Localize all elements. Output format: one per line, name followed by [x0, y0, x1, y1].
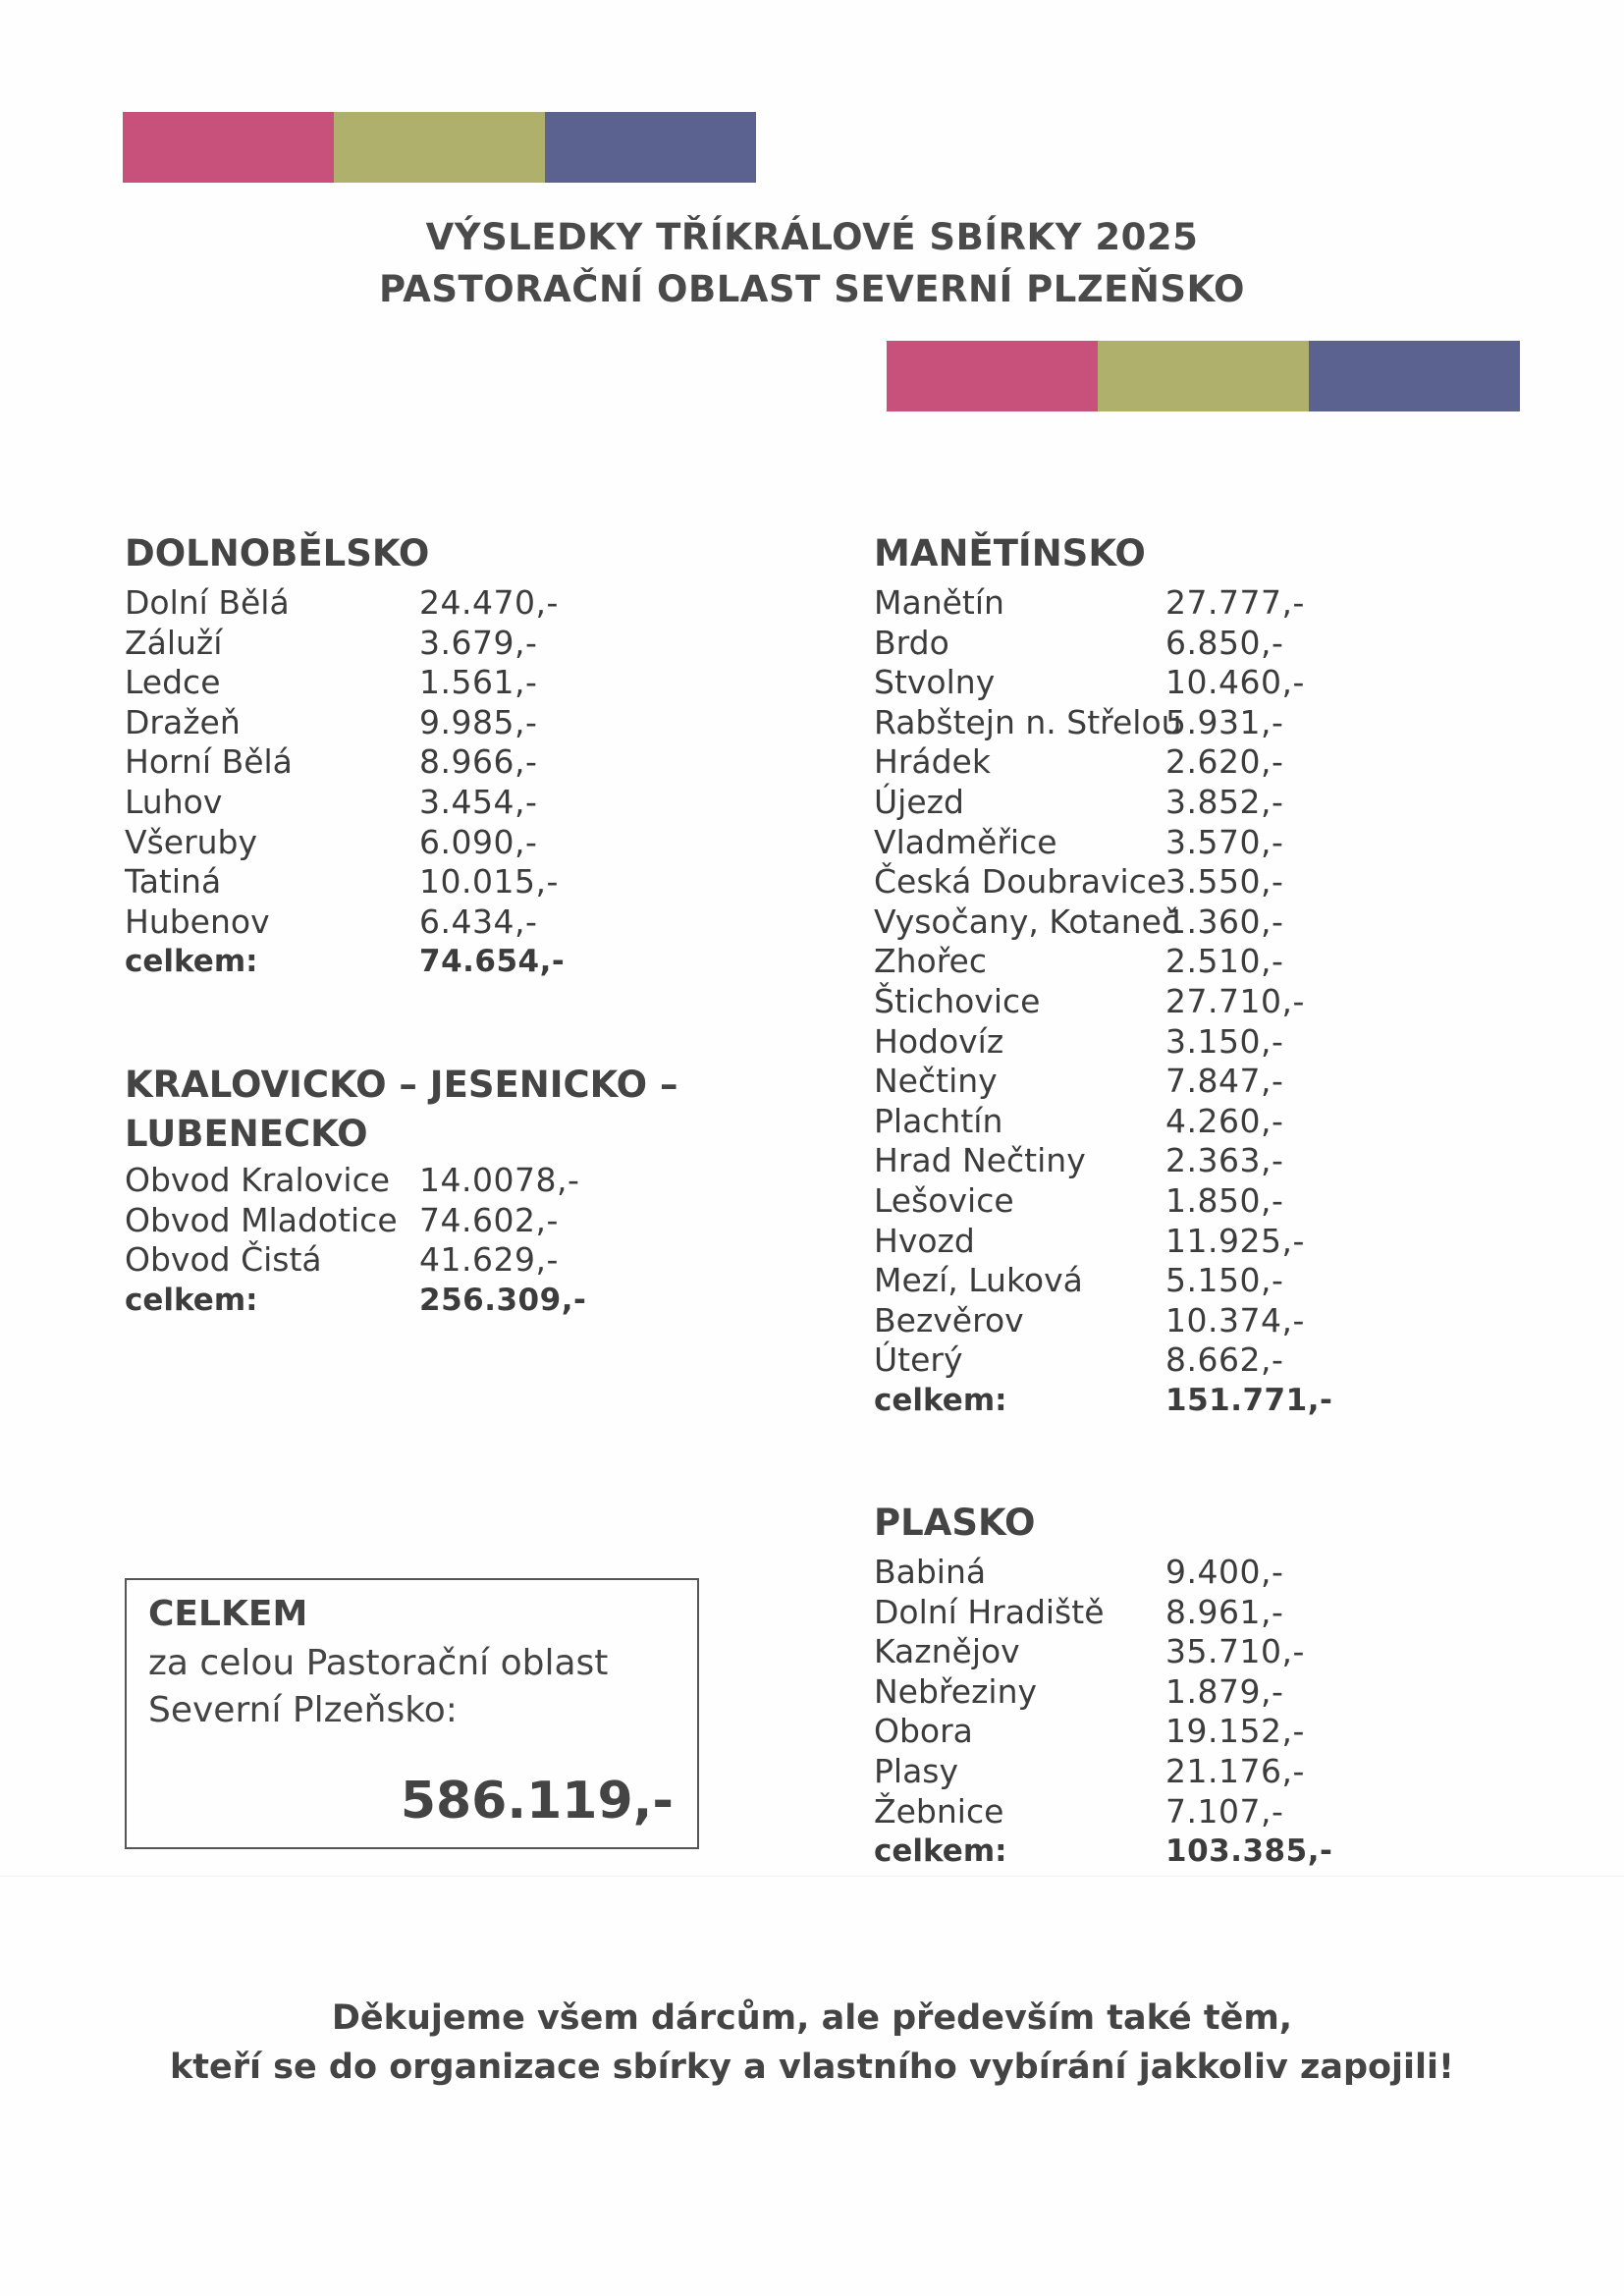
results-list — [125, 583, 565, 942]
result-row — [874, 1022, 1332, 1063]
result-row — [125, 742, 565, 783]
collected-amount: 24.470,- — [419, 583, 559, 622]
collected-amount: 35.710,- — [1165, 1632, 1305, 1671]
section-plasko — [874, 1498, 1332, 1872]
parish-name: Všeruby — [125, 822, 258, 861]
parish-name: Žebnice — [874, 1791, 1004, 1831]
result-row — [874, 742, 1332, 783]
result-row — [874, 982, 1332, 1022]
result-row — [874, 624, 1332, 664]
collected-amount: 2.620,- — [1165, 742, 1284, 782]
result-row — [874, 902, 1332, 943]
collected-amount: 1.879,- — [1165, 1671, 1284, 1711]
parish-name: Hrad Nečtiny — [874, 1141, 1086, 1180]
section-heading-line2: LUBENECKO — [125, 1113, 368, 1155]
parish-name: Tatiná — [125, 862, 222, 902]
result-row — [125, 1240, 678, 1281]
results-list — [874, 583, 1332, 1381]
collected-amount: 7.107,- — [1165, 1791, 1284, 1831]
collected-amount: 5.150,- — [1165, 1261, 1284, 1300]
result-row — [125, 862, 565, 902]
parish-name: Záluží — [125, 623, 223, 662]
section-heading — [125, 1061, 678, 1159]
collected-amount: 3.852,- — [1165, 782, 1284, 821]
decorative-color-bar-right — [887, 341, 1520, 411]
result-row — [874, 823, 1332, 863]
parish-name: Manětín — [874, 583, 1004, 622]
total-label: celkem: — [125, 1282, 258, 1318]
result-row — [874, 1632, 1332, 1672]
parish-name: Babiná — [874, 1553, 987, 1591]
collected-amount: 10.374,- — [1165, 1300, 1305, 1339]
collected-amount: 1.561,- — [419, 663, 538, 702]
parish-name: Dražeň — [125, 702, 241, 741]
result-row — [874, 703, 1332, 743]
parish-name: Obvod Mladotice — [125, 1200, 398, 1239]
section-total-row — [874, 1831, 1332, 1872]
result-row — [874, 1222, 1332, 1262]
divider — [0, 1876, 1624, 1877]
result-row — [874, 783, 1332, 823]
collected-amount: 11.925,- — [1165, 1221, 1305, 1260]
total-label: celkem: — [874, 1833, 1007, 1870]
result-row — [125, 902, 565, 943]
collected-amount: 5.931,- — [1165, 702, 1284, 741]
collected-amount: 6.850,- — [1165, 623, 1284, 662]
collected-amount: 10.015,- — [419, 862, 559, 902]
result-row — [874, 942, 1332, 982]
parish-name: Újezd — [874, 782, 964, 821]
result-row — [874, 1062, 1332, 1102]
bar-segment-pink — [123, 112, 334, 183]
collected-amount: 74.602,- — [419, 1200, 559, 1239]
collected-amount: 21.176,- — [1165, 1751, 1305, 1790]
result-row — [874, 1553, 1332, 1593]
result-row — [125, 583, 565, 624]
collected-amount: 9.400,- — [1165, 1553, 1284, 1591]
thanks-line1: Děkujeme všem dárcům, ale především také těm, — [331, 1998, 1293, 2038]
grand-total-description-line1: za celou Pastorační oblast — [148, 1643, 609, 1683]
parish-name: Bezvěrov — [874, 1300, 1024, 1339]
parish-name: Kaznějov — [874, 1632, 1020, 1671]
collected-amount: 14.0078,- — [419, 1161, 580, 1199]
parish-name: Horní Bělá — [125, 742, 293, 782]
parish-name: Česká Doubravice — [874, 862, 1167, 902]
collected-amount: 1.360,- — [1165, 902, 1284, 941]
bar-segment-blue — [1309, 341, 1520, 411]
collected-amount: 6.090,- — [419, 822, 538, 861]
result-row — [874, 1712, 1332, 1752]
result-row — [874, 1301, 1332, 1341]
parish-name: Obvod Čistá — [125, 1240, 322, 1280]
result-row — [125, 823, 565, 863]
bar-segment-olive — [334, 112, 545, 183]
parish-name: Plachtín — [874, 1101, 1003, 1140]
results-list — [874, 1553, 1332, 1831]
result-row — [874, 862, 1332, 902]
total-label: celkem: — [125, 944, 258, 980]
parish-name: Dolní Bělá — [125, 583, 290, 622]
section-dolnobelsko — [125, 528, 565, 982]
collected-amount: 8.662,- — [1165, 1340, 1284, 1380]
parish-name: Nebřeziny — [874, 1671, 1038, 1711]
collected-amount: 8.966,- — [419, 742, 538, 782]
result-row — [874, 1593, 1332, 1633]
collected-amount: 41.629,- — [419, 1240, 559, 1280]
decorative-color-bar-top — [123, 112, 756, 183]
parish-name: Úterý — [874, 1340, 963, 1380]
section-total-row — [874, 1381, 1332, 1421]
total-value: 74.654,- — [419, 944, 566, 980]
parish-name: Obvod Kralovice — [125, 1161, 391, 1199]
collected-amount: 10.460,- — [1165, 663, 1305, 702]
collected-amount: 3.454,- — [419, 782, 538, 821]
section-kralovicko — [125, 1061, 678, 1320]
parish-name: Hubenov — [125, 902, 270, 941]
section-heading: DOLNOBĚLSKO — [125, 532, 430, 574]
bar-segment-olive — [1098, 341, 1309, 411]
collected-amount: 3.550,- — [1165, 862, 1284, 902]
parish-name: Zhořec — [874, 942, 988, 981]
grand-total-description-line2: Severní Plzeňsko: — [148, 1690, 458, 1730]
parish-name: Stvolny — [874, 663, 996, 702]
bar-segment-pink — [887, 341, 1098, 411]
result-row — [874, 1792, 1332, 1832]
result-row — [874, 1181, 1332, 1222]
parish-name: Hrádek — [874, 742, 991, 782]
parish-name: Lešovice — [874, 1180, 1014, 1220]
parish-name: Nečtiny — [874, 1062, 998, 1101]
section-manetinsko — [874, 528, 1332, 1420]
result-row — [125, 703, 565, 743]
collected-amount: 3.150,- — [1165, 1021, 1284, 1061]
collected-amount: 2.363,- — [1165, 1141, 1284, 1180]
result-row — [874, 1340, 1332, 1381]
parish-name: Hodovíz — [874, 1021, 1004, 1061]
total-value: 256.309,- — [419, 1282, 587, 1318]
parish-name: Plasy — [874, 1751, 959, 1790]
bar-segment-blue — [545, 112, 756, 183]
collected-amount: 19.152,- — [1165, 1712, 1305, 1751]
collected-amount: 4.260,- — [1165, 1101, 1284, 1140]
collected-amount: 1.850,- — [1165, 1180, 1284, 1220]
thanks-line2: kteří se do organizace sbírky a vlastního vybírání jakkoliv zapojili! — [169, 2048, 1455, 2087]
parish-name: Obora — [874, 1712, 973, 1751]
collected-amount: 9.985,- — [419, 702, 538, 741]
parish-name: Mezí, Luková — [874, 1261, 1083, 1300]
results-list — [125, 1161, 678, 1281]
grand-total-amount: 586.119,- — [400, 1772, 674, 1831]
page-subtitle: PASTORAČNÍ OBLAST SEVERNÍ PLZEŇSKO — [378, 268, 1246, 310]
collected-amount: 2.510,- — [1165, 942, 1284, 981]
result-row — [125, 783, 565, 823]
collected-amount: 3.570,- — [1165, 822, 1284, 861]
result-row — [874, 1102, 1332, 1142]
grand-total-heading: CELKEM — [148, 1594, 308, 1634]
section-total-row — [125, 1281, 678, 1321]
collected-amount: 7.847,- — [1165, 1062, 1284, 1101]
collected-amount: 3.679,- — [419, 623, 538, 662]
collected-amount: 27.777,- — [1165, 583, 1305, 622]
parish-name: Dolní Hradiště — [874, 1592, 1105, 1631]
section-heading: PLASKO — [874, 1502, 1036, 1544]
section-total-row — [125, 942, 565, 982]
parish-name: Vladměřice — [874, 822, 1057, 861]
collected-amount: 27.710,- — [1165, 981, 1305, 1020]
section-heading: MANĚTÍNSKO — [874, 532, 1146, 574]
collected-amount: 6.434,- — [419, 902, 538, 941]
result-row — [125, 1161, 678, 1201]
parish-name: Vysočany, Kotaneč — [874, 902, 1180, 941]
result-row — [125, 663, 565, 703]
total-value: 151.771,- — [1165, 1382, 1333, 1418]
section-heading-line1: KRALOVICKO – JESENICKO – — [125, 1064, 678, 1106]
parish-name: Rabštejn n. Střelou — [874, 702, 1182, 741]
total-label: celkem: — [874, 1382, 1007, 1418]
result-row — [874, 1672, 1332, 1713]
result-row — [125, 624, 565, 664]
result-row — [874, 1261, 1332, 1301]
result-row — [125, 1201, 678, 1241]
parish-name: Luhov — [125, 782, 223, 821]
collected-amount: 8.961,- — [1165, 1592, 1284, 1631]
parish-name: Hvozd — [874, 1221, 975, 1260]
result-row — [874, 663, 1332, 703]
parish-name: Brdo — [874, 623, 949, 662]
total-value: 103.385,- — [1165, 1833, 1333, 1870]
result-row — [874, 1752, 1332, 1792]
parish-name: Štichovice — [874, 981, 1041, 1020]
page-title: VÝSLEDKY TŘÍKRÁLOVÉ SBÍRKY 2025 — [425, 216, 1199, 258]
result-row — [874, 583, 1332, 624]
grand-total-box — [125, 1578, 699, 1849]
parish-name: Ledce — [125, 663, 221, 702]
result-row — [874, 1141, 1332, 1181]
